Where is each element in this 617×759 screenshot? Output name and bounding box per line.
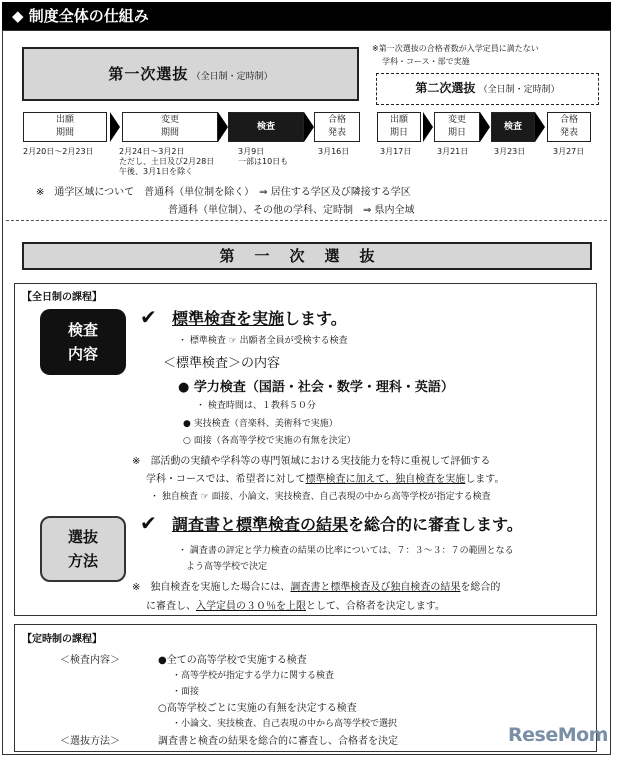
step-application: 出願 期間 xyxy=(23,112,107,142)
standard-exam-heading: ✔ 標準検査を実施します。 xyxy=(140,305,347,329)
ratio-note-line-2: よう高等学校で決定 xyxy=(186,562,268,572)
check-icon: ✔ xyxy=(140,511,157,535)
fulltime-tag: 【全日制の課程】 xyxy=(22,292,102,303)
arrow-icon xyxy=(535,112,545,142)
section-header: ◆ 制度全体の仕組み xyxy=(2,2,611,30)
independent-exam-note: ・ 独自検査 ☞ 面接、小論文、実技検査、自己表現の中から高等学校が指定する検査 xyxy=(150,492,491,502)
selection-note-line-2: に審査し、入学定員の３０％を上限として、合格者を決定します。 xyxy=(146,601,445,612)
exam-time: ・ 検査時間は、１教科５０分 xyxy=(196,401,316,411)
date2-exam: 3月23日 xyxy=(494,147,526,156)
date2-announcement: 3月27日 xyxy=(553,147,585,156)
selection-note-line-1: ※ 独自検査を実施した場合には、調査書と標準検査及び独自検査の結果を総合的 xyxy=(132,582,501,593)
second-selection-title: 第二次選抜 xyxy=(415,81,476,95)
practical-exam: ● 実技検査（音楽科、美術科で実施） xyxy=(183,419,338,429)
district-line-2: 普通科（単位制）、その他の学科、定時制 ⇒ 県内全域 xyxy=(168,205,415,216)
step2-exam: 検査 xyxy=(491,112,535,142)
date2-change: 3月21日 xyxy=(437,147,469,156)
standard-exam-note: ・ 標準検査 ☞ 出願者全員が受検する検査 xyxy=(178,336,348,346)
date-application: 2月20日～2月23日 xyxy=(23,147,94,156)
ratio-note-line-1: ・ 調査書の評定と学力検査の結果の比率については、７：３～３：７の範囲となる xyxy=(178,546,514,556)
academic-exam: ● 学力検査（国語・社会・数学・理科・英語） xyxy=(178,380,454,395)
arrow-icon xyxy=(304,112,314,142)
parttime-item-2a: ・小論文、実技検査、自己表現の中から高等学校で選択 xyxy=(172,719,398,729)
first-selection-title: 第一次選抜 xyxy=(108,65,189,83)
step-exam: 検査 xyxy=(228,112,304,142)
arrow-icon xyxy=(218,112,228,142)
first-selection-section-title: 第一次選抜 xyxy=(22,242,592,270)
divider xyxy=(6,220,607,221)
date-exam: 3月9日 一部は10日も xyxy=(238,147,289,166)
parttime-item-1: ●全ての高等学校で実施する検査 xyxy=(158,655,307,666)
step-change: 変更 期間 xyxy=(122,112,218,142)
second-selection-note: ※第一次選抜の合格者数が入学定員に満たない 学科・コース・部で実施 xyxy=(372,44,539,66)
second-selection-sub: （全日制・定時制） xyxy=(478,85,560,95)
parttime-exam-label: ＜検査内容＞ xyxy=(60,655,120,666)
parttime-selection-text: 調査書と検査の結果を総合的に審査し、合格者を決定 xyxy=(158,736,398,747)
arrow-icon xyxy=(480,112,490,142)
parttime-item-1b: ・面接 xyxy=(172,687,200,697)
selection-method-heading: ✔ 調査書と標準検査の結果を総合的に審査します。 xyxy=(140,511,523,535)
step2-announcement: 合格 発表 xyxy=(547,112,591,142)
standard-exam-content: ＜標準検査＞の内容 xyxy=(163,356,281,371)
second-selection-box xyxy=(376,73,599,105)
district-line-1: ※ 通学区域について 普通科（単位制を除く） ⇒ 居住する学区及び隣接する学区 xyxy=(36,187,411,198)
arrow-icon xyxy=(423,112,433,142)
resemom-logo: ReseMom xyxy=(508,724,608,746)
date-announcement: 3月16日 xyxy=(318,147,350,156)
special-note-line-2: 学科・コースでは、希望者に対して標準検査に加えて、独自検査を実施します。 xyxy=(146,474,505,485)
arrow-icon xyxy=(110,112,120,142)
date2-application: 3月17日 xyxy=(380,147,412,156)
check-icon: ✔ xyxy=(140,305,157,329)
special-note-line-1: ※ 部活動の実績や学科等の専門領域における実技能力を特に重視して評価する xyxy=(132,456,491,467)
parttime-tag: 【定時制の課程】 xyxy=(22,634,102,645)
exam-content-badge: 検査 内容 xyxy=(40,309,126,375)
parttime-item-2: ○高等学校ごとに実施の有無を決定する検査 xyxy=(158,703,357,714)
selection-method-badge: 選抜 方法 xyxy=(40,516,126,582)
interview: ○ 面接（各高等学校で実施の有無を決定） xyxy=(183,436,356,446)
step2-change: 変更 期日 xyxy=(434,112,480,142)
parttime-item-1a: ・高等学校が指定する学力に関する検査 xyxy=(172,671,335,681)
step-announcement: 合格 発表 xyxy=(314,112,360,142)
first-selection-box xyxy=(22,47,359,101)
date-change: 2月24日～3月2日 ただし、土日及び2月28日 午後、3月1日を除く xyxy=(119,147,215,176)
first-selection-sub: （全日制・定時制） xyxy=(191,72,273,82)
parttime-selection-label: ＜選抜方法＞ xyxy=(60,736,120,747)
step2-application: 出願 期日 xyxy=(377,112,421,142)
